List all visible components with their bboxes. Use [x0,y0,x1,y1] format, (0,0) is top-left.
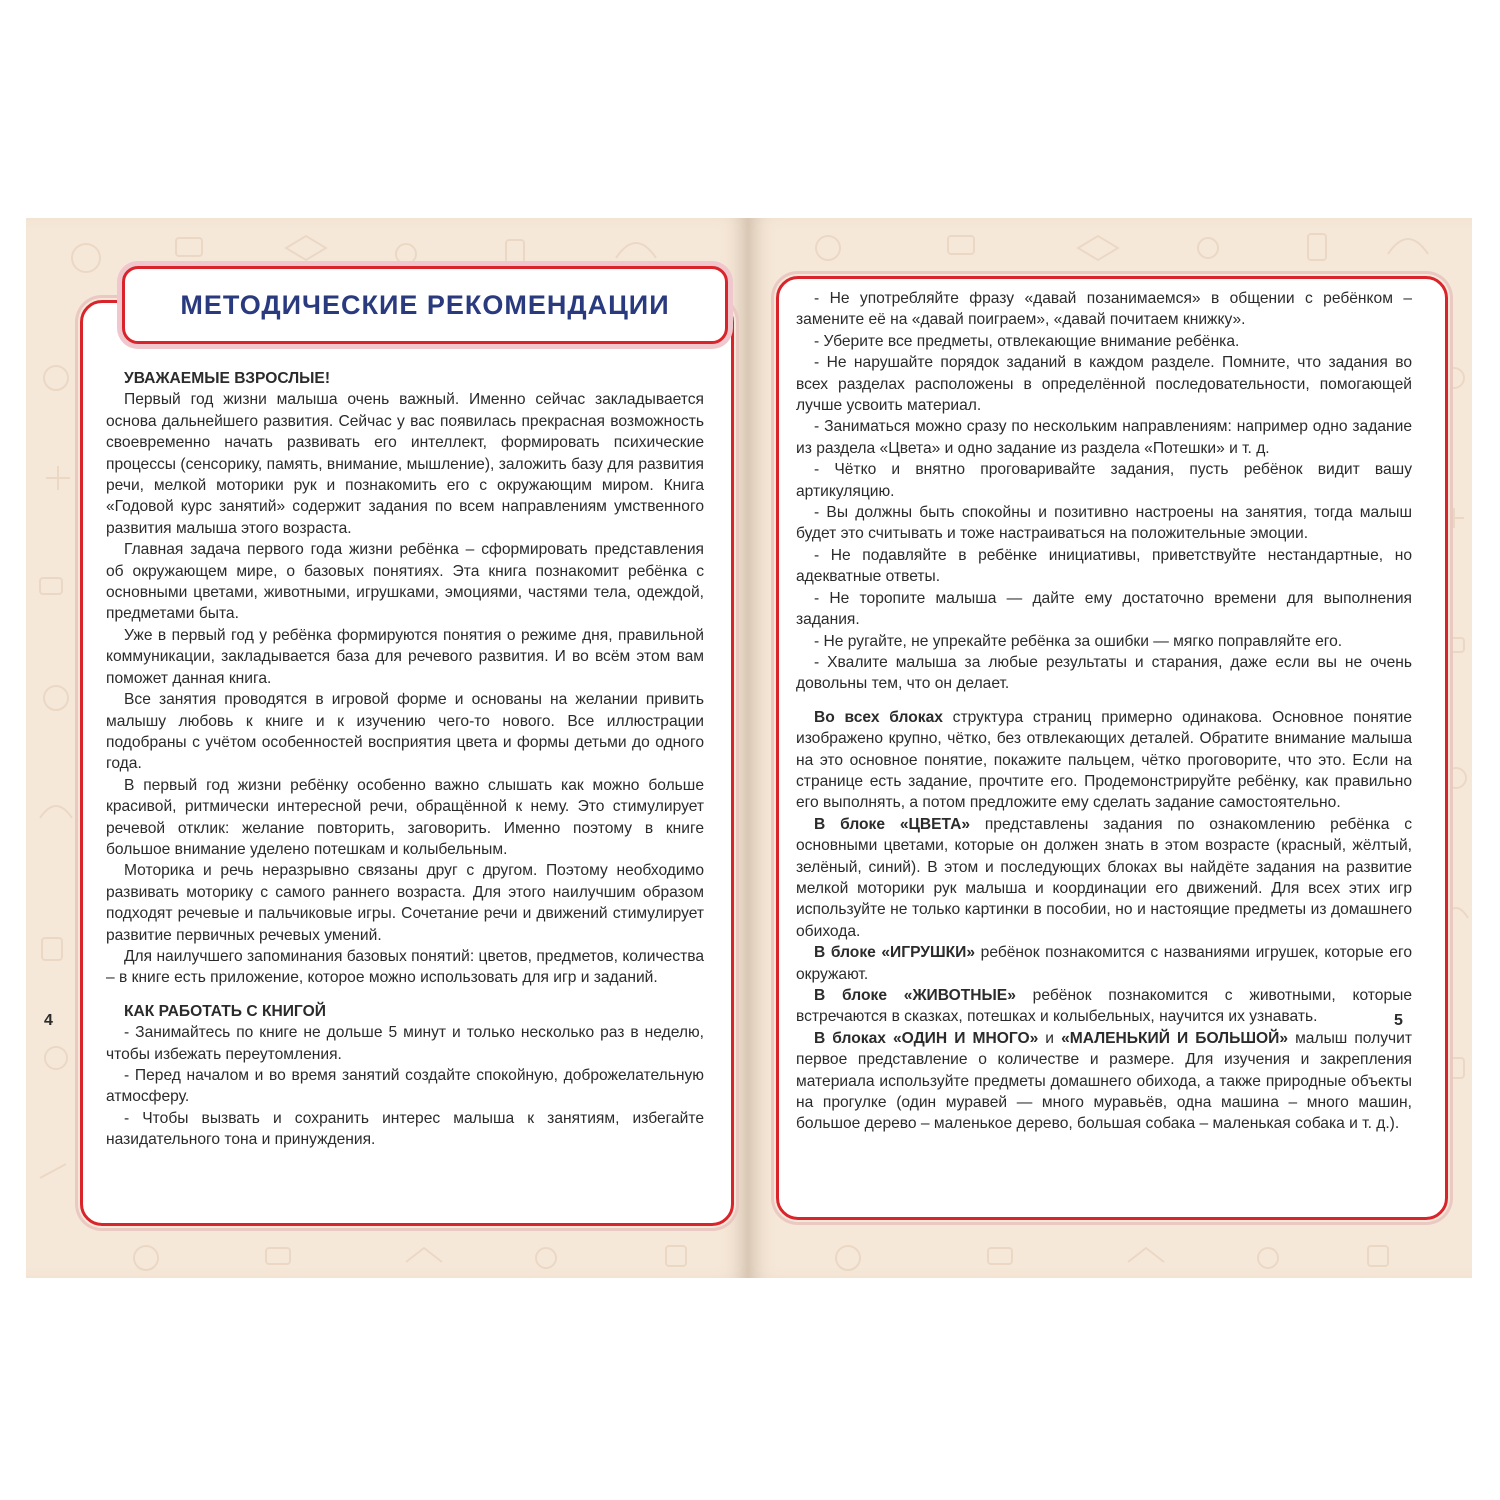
left-page [26,218,749,1278]
list-item: - Уберите все предметы, отвлекающие внимание ребёнка. [814,332,1240,350]
heading-how-to-work: КАК РАБОТАТЬ С КНИГОЙ [124,1002,326,1020]
paragraph-text: ребёнок познакомится с названиями игрушек, которые его окружают. [796,944,1412,983]
paragraph-text: ребёнок познакомится с животными, которые встречаются в сказках, потешках и колыбельных, научится их узнавать. [796,987,1412,1026]
paragraph-text: и [1038,1029,1062,1047]
paragraph: Уже в первый год у ребёнка формируются понятия о режиме дня, правильной коммуникации, закладывается база для речевого развития. И во всём этом вам поможет данная книга. [106,626,704,687]
bold-lead: В блоке «ИГРУШКИ» [814,944,976,962]
list-item: - Не торопите малыша — дайте ему достаточно времени для выполнения задания. [796,589,1412,629]
list-item: - Не употребляйте фразу «давай позанимаемся» в общении с ребёнком – замените её на «давай поиграем», «давай почитаем книжку». [796,290,1412,329]
paragraph-toys-block [796,942,1412,985]
paragraph: Главная задача первого года жизни ребёнка – сформировать представления об окружающем мире, о базовых понятиях. Эта книга познакомит ребёнка с основными цветами, животными, игрушками, эмоциями, частями тела, одеждой, предметами быта. [106,541,704,623]
paragraph: Для наилучшего запоминания базовых понятий: цветов, предметов, количества – в книге есть приложение, которое можно использовать для игр и заданий. [106,947,704,987]
list-item: - Чётко и внятно проговаривайте задания, пусть ребёнок видит вашу артикуляцию. [796,461,1412,500]
left-text-column [106,368,704,1151]
bold-lead: В блоке «ЦВЕТА» [814,815,971,833]
heading-dear-adults: УВАЖАЕМЫЕ ВЗРОСЛЫЕ! [124,370,331,387]
list-item: - Не подавляйте в ребёнке инициативы, приветствуйте нестандартные, но адекватные ответы. [796,546,1412,586]
bold-lead: Во всех блоках [814,708,943,726]
paragraph: Все занятия проводятся в игровой форме и основаны на желании привить малышу любовь к книге и к изучению чего-то нового. Все иллюстрации подобраны с учётом особенностей восприятия цвета и формы детьми до одного года. [106,691,704,773]
paragraph: Первый год жизни малыша очень важный. Именно сейчас закладывается основа дальнейшего развития. Сейчас у вас появилась прекрасная возможность своевременно начать развивать его интеллект, формировать психические процессы (сенсорику, память, внимание, мышление), заложить базу для развития речи, мелкой моторики рук и познакомить его с окружающим миром. Книга «Годовой курс занятий» содержит задания по всем направлениям умственного развития малыша этого возраста. [106,391,704,537]
paragraph-colors-block [796,814,1412,942]
bold-lead: В блоках «ОДИН И МНОГО» [814,1029,1039,1047]
bold-lead: «МАЛЕНЬКИЙ И БОЛЬШОЙ» [1061,1029,1289,1047]
list-item: - Перед началом и во время занятий создайте спокойную, доброжелательную атмосферу. [106,1067,704,1106]
right-text-column [796,288,1412,1135]
paragraph-text: представлены задания по ознакомлению ребёнка с основными цветами, которые он должен знать в этом возрасте (красный, жёлтый, зелёный, синий). В этом и последующих блоках вы найдёте задания на развитие мелкой моторики рук малыша и координации его движений. Для всех этих игр используйте не только картинки в пособии, но и настоящие предметы из домашнего обихода. [796,815,1412,940]
page-number-right: 5 [1394,1012,1403,1029]
paragraph-all-blocks [796,707,1412,814]
book-spread [26,218,1472,1278]
paragraph: Моторика и речь неразрывно связаны друг с другом. Поэтому необходимо развивать моторику с самого раннего возраста. Для этого наилучшим образом подходят речевые и пальчиковые игры. Сочетание речи и движений стимулирует развитие первичных речевых умений. [106,862,704,944]
paragraph-text: малыш получит первое представление о количестве и размере. Для изучения и закрепления материала используйте предметы домашнего обихода, а также природные объекты на прогулке (один муравей — много муравьёв, одна машина – много машин, большое дерево – маленькое дерево, большая собака – маленькая собака и т. д.). [796,1029,1412,1133]
list-item: - Заниматься можно сразу по нескольким направлениям: например одно задание из раздела «Цвета» и одно задание из раздела «Потешки» и т. д. [796,418,1412,457]
list-item: - Чтобы вызвать и сохранить интерес малыша к занятиям, избегайте назидательного тона и принуждения. [106,1109,704,1149]
paragraph: В первый год жизни ребёнку особенно важно слышать как можно больше красивой, ритмически интересной речи, обращённой к нему. Это стимулирует речевой отклик: желание повторить, заговорить. Именно поэтому в книге большое внимание уделено потешкам и колыбельным. [106,776,704,858]
title-banner [122,266,728,344]
list-item: - Хвалите малыша за любые результаты и старания, даже если вы не очень довольны тем, что он делает. [796,653,1412,693]
bold-lead: В блоке «ЖИВОТНЫЕ» [814,987,1016,1004]
list-item: - Не ругайте, не упрекайте ребёнка за ошибки — мягко поправляйте его. [814,632,1343,650]
paragraph-one-many-block [796,1028,1412,1135]
right-page [748,218,1472,1278]
page-title: МЕТОДИЧЕСКИЕ РЕКОМЕНДАЦИИ [180,289,670,320]
paragraph-animals-block [796,985,1412,1028]
page-number-left: 4 [44,1012,53,1029]
list-item: - Не нарушайте порядок заданий в каждом разделе. Помните, что задания во всех разделах расположены в определённой последовательности, помогающей лучше усвоить материал. [796,354,1412,415]
list-item: - Вы должны быть спокойны и позитивно настроены на занятия, тогда малыш будет это считывать и тоже настраиваться на положительные эмоции. [796,504,1412,543]
paragraph-text: структура страниц примерно одинакова. Основное понятие изображено крупно, чётко, без отвлекающих деталей. Обратите внимание малыша на это основное понятие, покажите пальцем, чётко проговорите, что это. Если на странице есть задание, прочтите его. Продемонстрируйте ребёнку, как правильно его выполнять, а потом предложите ему сделать задание самостоятельно. [796,708,1412,812]
list-item: - Занимайтесь по книге не дольше 5 минут и только несколько раз в неделю, чтобы избежать переутомления. [106,1024,704,1063]
